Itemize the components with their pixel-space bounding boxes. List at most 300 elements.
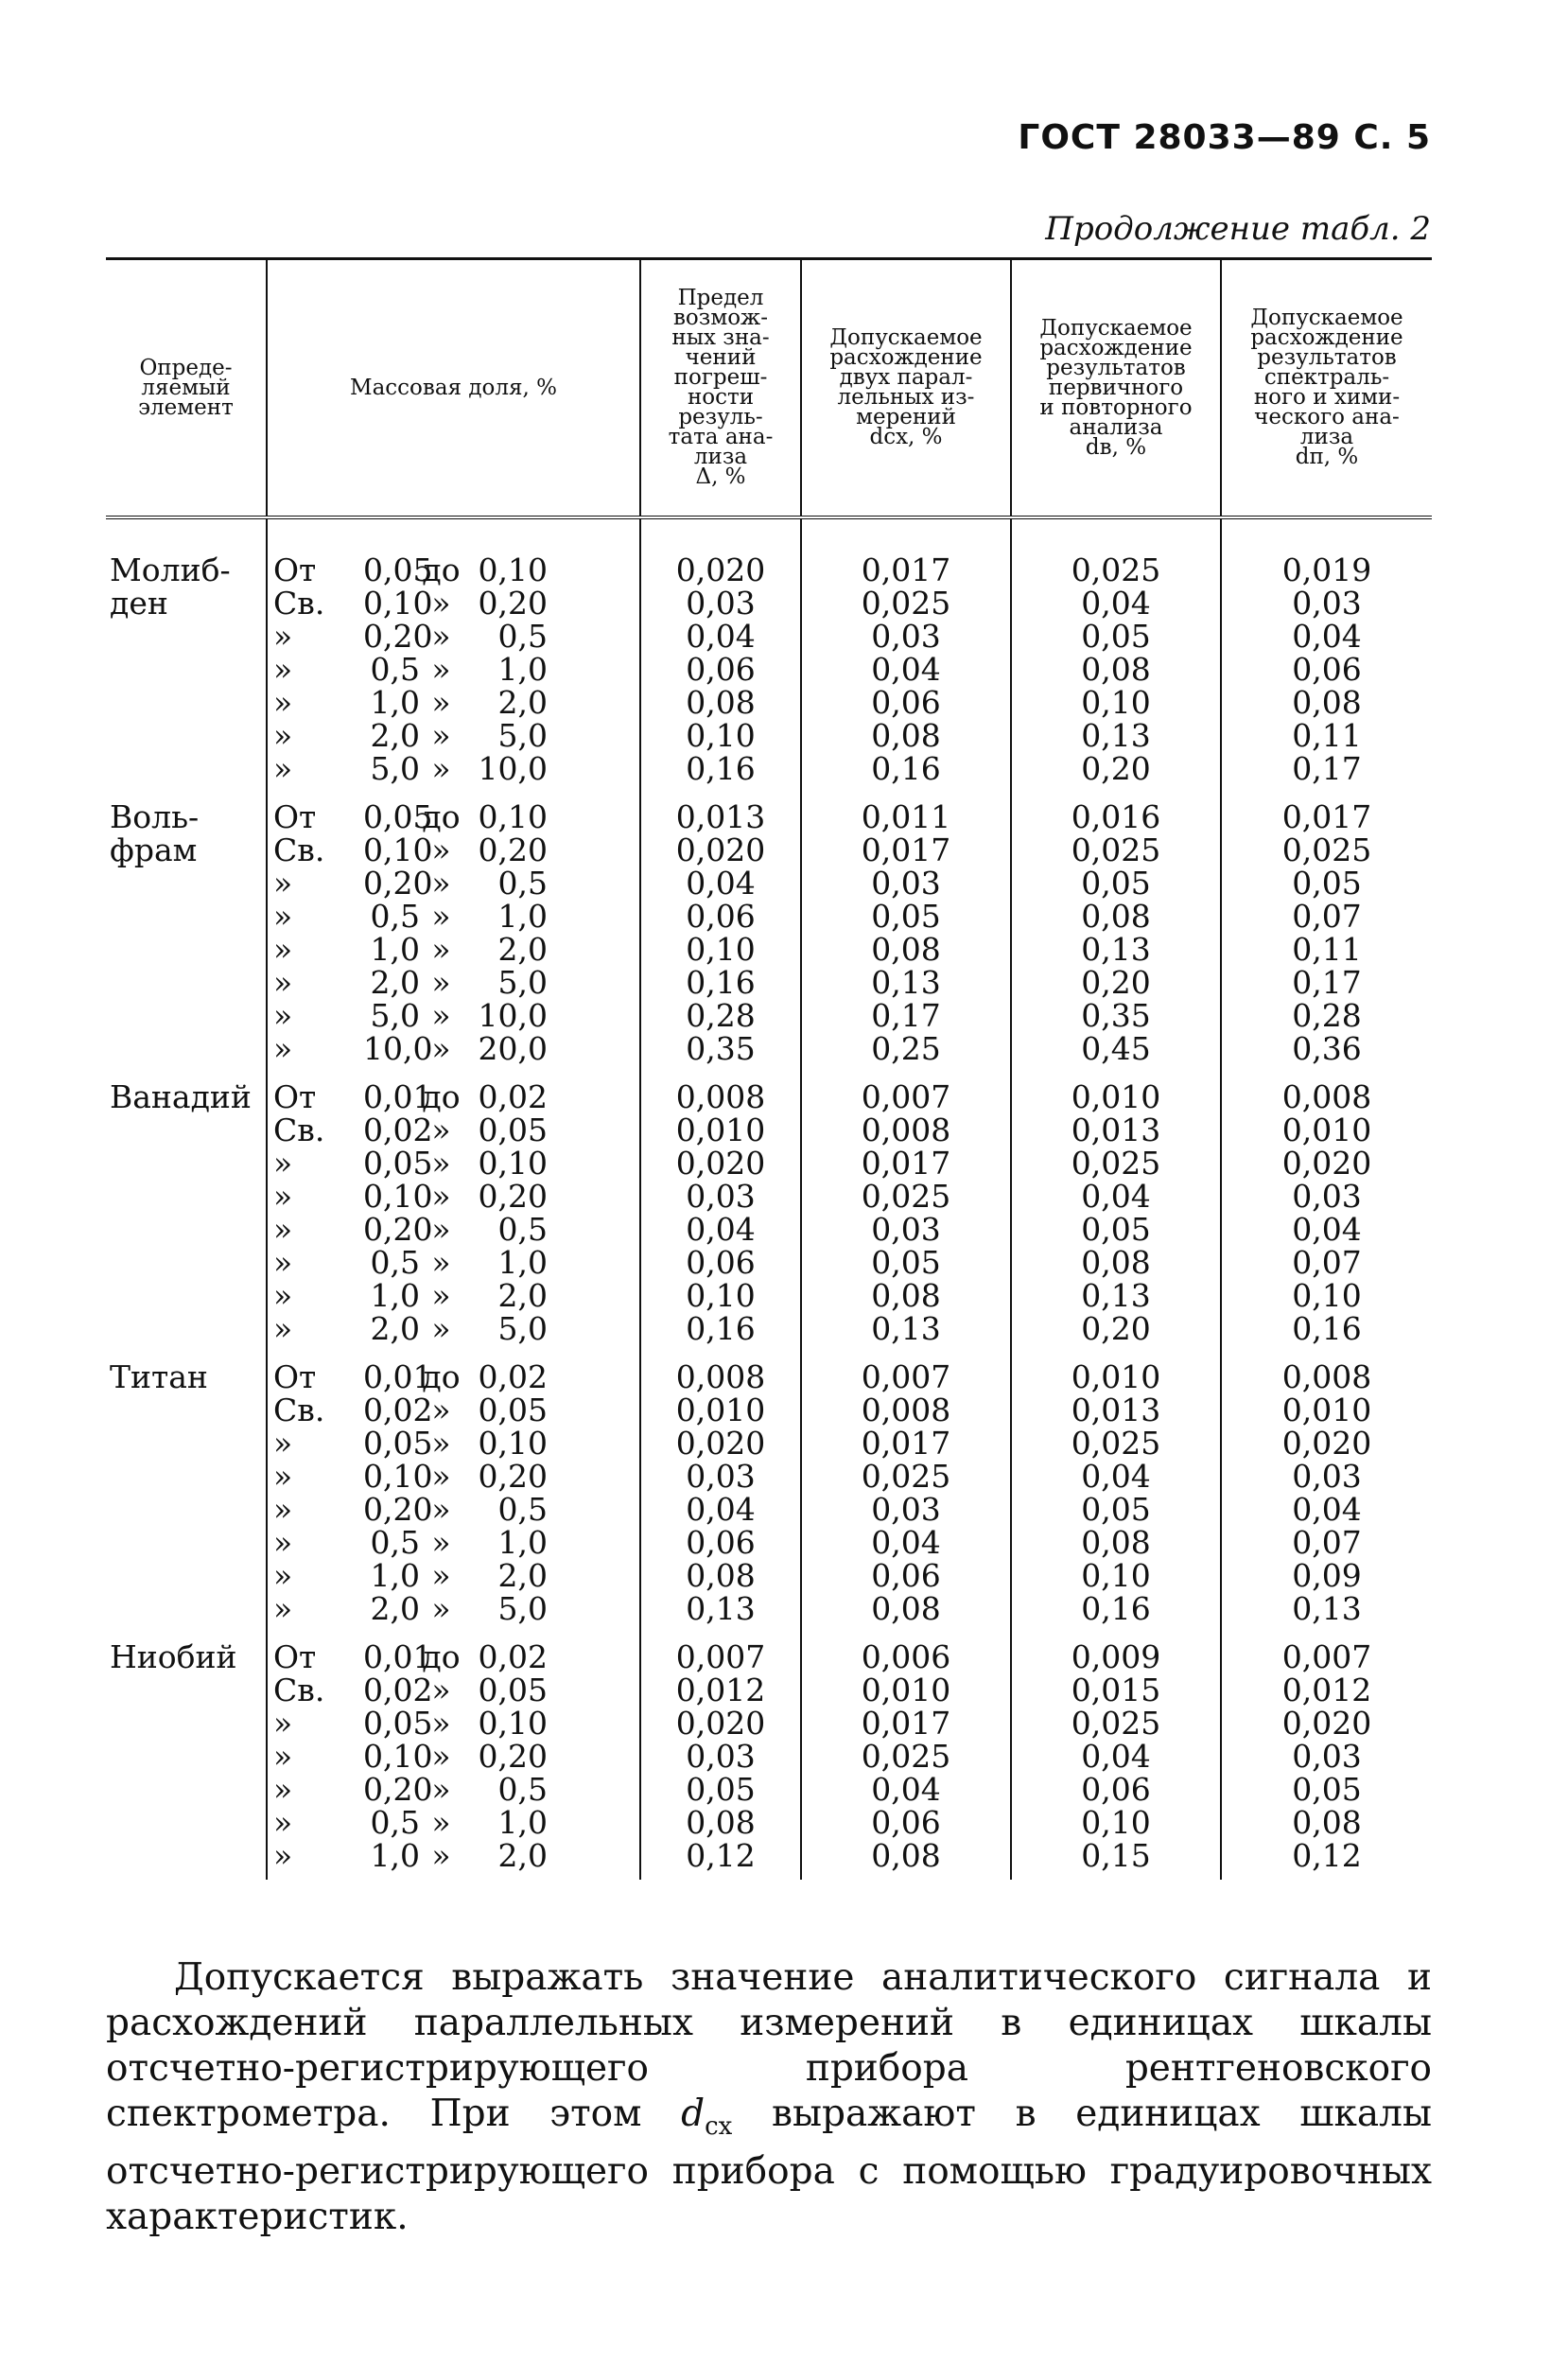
- dsx-value: 0,010: [861, 1672, 951, 1708]
- error-limit: 0,16: [686, 964, 756, 1001]
- element-group-row: [106, 793, 1432, 1073]
- dv-value: 0,013: [1071, 1392, 1161, 1428]
- dsx-value: 0,05: [871, 1244, 941, 1281]
- dsx-value: 0,025: [861, 1458, 951, 1495]
- range-sep: »: [431, 832, 451, 868]
- mass-fraction-range: [273, 1806, 634, 1839]
- range-prefix: От: [273, 1078, 317, 1115]
- dv-value: 0,025: [1071, 1145, 1161, 1182]
- dp-value: 0,07: [1292, 898, 1362, 935]
- dsx-value-cell: [801, 1073, 1011, 1353]
- dp-value: 0,05: [1292, 865, 1362, 902]
- error-limit: 0,010: [675, 1392, 766, 1428]
- dv-value: 0,13: [1081, 1277, 1151, 1314]
- dsx-value: 0,017: [861, 1145, 951, 1182]
- range-prefix: »: [273, 1145, 293, 1182]
- range-sep: »: [431, 1030, 451, 1067]
- error-limit-cell: [640, 1633, 801, 1880]
- dp-value: 0,11: [1292, 931, 1362, 968]
- range-prefix: »: [273, 964, 293, 1001]
- range-to: 0,5: [497, 1211, 548, 1248]
- dsx-value: 0,03: [871, 1211, 941, 1248]
- table-body: [106, 517, 1432, 1880]
- dp-value: 0,11: [1292, 717, 1362, 754]
- range-sep: »: [431, 1425, 451, 1462]
- dp-value: 0,008: [1281, 1358, 1372, 1395]
- mass-fraction-range: [273, 1312, 634, 1345]
- dp-value: 0,04: [1292, 1491, 1362, 1528]
- range-prefix: »: [273, 750, 293, 787]
- range-prefix: Св.: [273, 832, 325, 868]
- range-to: 0,10: [478, 798, 548, 835]
- range-to: 0,10: [478, 1705, 548, 1742]
- dv-value: 0,08: [1081, 1244, 1151, 1281]
- range-from: 0,05: [363, 1705, 433, 1742]
- range-prefix: »: [273, 684, 293, 721]
- error-limit: 0,04: [686, 1491, 756, 1528]
- dsx-value: 0,011: [861, 798, 951, 835]
- range-prefix: Св.: [273, 1672, 325, 1708]
- range-prefix: »: [273, 618, 293, 655]
- element-group-row: [106, 1633, 1432, 1880]
- range-from: 0,10: [363, 1458, 433, 1495]
- header-line: Допускаемое: [829, 325, 983, 350]
- range-prefix: »: [273, 1458, 293, 1495]
- dv-value: 0,20: [1081, 964, 1151, 1001]
- error-limit: 0,020: [675, 1425, 766, 1462]
- range-prefix: »: [273, 1771, 293, 1808]
- dv-value: 0,13: [1081, 717, 1151, 754]
- range-sep: »: [431, 1112, 451, 1148]
- range-to: 0,20: [478, 1738, 548, 1775]
- range-from: 5,0: [370, 750, 420, 787]
- mass-fraction-range: [273, 800, 634, 833]
- mass-fraction-range: [273, 1773, 634, 1806]
- dsx-value: 0,06: [871, 684, 941, 721]
- dsx-value: 0,06: [871, 1804, 941, 1841]
- range-prefix: »: [273, 1277, 293, 1314]
- error-limit: 0,020: [675, 1705, 766, 1742]
- range-from: 1,0: [370, 1557, 420, 1594]
- range-to: 0,20: [478, 1178, 548, 1215]
- mass-fraction-range: [273, 1559, 634, 1592]
- header-error-limit: [640, 259, 801, 518]
- range-from: 0,02: [363, 1112, 433, 1148]
- mass-fraction-range: [273, 900, 634, 933]
- header-line: мерений: [856, 405, 956, 429]
- range-from: 0,20: [363, 865, 433, 902]
- dp-value: 0,08: [1292, 684, 1362, 721]
- dp-value: 0,28: [1292, 997, 1362, 1034]
- error-limit: 0,13: [686, 1590, 756, 1627]
- dv-value: 0,08: [1081, 1524, 1151, 1561]
- dv-value: 0,10: [1081, 1804, 1151, 1841]
- range-from: 0,20: [363, 1211, 433, 1248]
- element-name: Молиб-: [110, 552, 231, 588]
- error-limit: 0,16: [686, 1310, 756, 1347]
- error-limit: 0,06: [686, 1524, 756, 1561]
- header-line: первичного: [1048, 375, 1184, 400]
- range-sep: »: [431, 1392, 451, 1428]
- range-sep: »: [431, 651, 451, 688]
- range-sep: »: [431, 618, 451, 655]
- range-to: 1,0: [497, 898, 548, 935]
- dp-value: 0,020: [1281, 1425, 1372, 1462]
- dp-value: 0,13: [1292, 1590, 1362, 1627]
- range-prefix: »: [273, 1178, 293, 1215]
- dv-value: 0,04: [1081, 585, 1151, 622]
- header-line: ческого ана-: [1254, 405, 1400, 429]
- error-limit: 0,03: [686, 1738, 756, 1775]
- dp-value-cell: [1221, 793, 1432, 1073]
- error-limit: 0,04: [686, 865, 756, 902]
- range-from: 2,0: [370, 964, 420, 1001]
- dv-value: 0,013: [1071, 1112, 1161, 1148]
- header-line: Предел: [677, 286, 764, 310]
- dsx-value: 0,04: [871, 1771, 941, 1808]
- dp-value-cell: [1221, 1353, 1432, 1633]
- dp-value: 0,025: [1281, 832, 1372, 868]
- range-from: 0,02: [363, 1392, 433, 1428]
- range-from: 0,20: [363, 1771, 433, 1808]
- mass-fraction-cell: [267, 517, 640, 793]
- dsx-value: 0,08: [871, 1837, 941, 1874]
- dsx-value: 0,017: [861, 552, 951, 588]
- range-sep: »: [431, 1738, 451, 1775]
- dsx-value: 0,05: [871, 898, 941, 935]
- dsx-value: 0,13: [871, 1310, 941, 1347]
- range-to: 1,0: [497, 1804, 548, 1841]
- header-line: расхождение: [1250, 325, 1403, 350]
- dv-value: 0,025: [1071, 552, 1161, 588]
- mass-fraction-range: [273, 1640, 634, 1673]
- mass-fraction-range: [273, 1839, 634, 1872]
- dv-value: 0,016: [1071, 798, 1161, 835]
- mass-fraction-range: [273, 999, 634, 1032]
- error-limit: 0,020: [675, 1145, 766, 1182]
- range-sep: »: [431, 684, 451, 721]
- dp-value: 0,04: [1292, 1211, 1362, 1248]
- dsx-value-cell: [801, 1353, 1011, 1633]
- mass-fraction-range: [273, 833, 634, 867]
- error-limit: 0,04: [686, 618, 756, 655]
- header-line: ности: [687, 385, 755, 410]
- dsx-value: 0,025: [861, 1738, 951, 1775]
- range-prefix: »: [273, 1738, 293, 1775]
- range-from: 1,0: [370, 1277, 420, 1314]
- header-dv: [1011, 259, 1221, 518]
- dp-value: 0,017: [1281, 798, 1372, 835]
- header-line: погреш-: [673, 365, 768, 390]
- footer-paragraph: [106, 1955, 1432, 2240]
- range-prefix: »: [273, 1310, 293, 1347]
- error-limit: 0,10: [686, 1277, 756, 1314]
- dsx-value: 0,08: [871, 931, 941, 968]
- dv-value: 0,13: [1081, 931, 1151, 968]
- range-sep: »: [431, 1590, 451, 1627]
- range-sep: до: [422, 1358, 461, 1395]
- mass-fraction-range: [273, 1592, 634, 1625]
- error-limit: 0,16: [686, 750, 756, 787]
- dp-value: 0,07: [1292, 1524, 1362, 1561]
- error-limit: 0,05: [686, 1771, 756, 1808]
- range-sep: »: [431, 1672, 451, 1708]
- dsx-value: 0,017: [861, 1705, 951, 1742]
- range-to: 0,5: [497, 618, 548, 655]
- element-name: Титан: [110, 1358, 208, 1395]
- range-sep: »: [431, 717, 451, 754]
- dv-value: 0,45: [1081, 1030, 1151, 1067]
- error-limit: 0,03: [686, 1458, 756, 1495]
- dv-value: 0,06: [1081, 1771, 1151, 1808]
- element-name: фрам: [110, 832, 198, 868]
- header-line: расхождение: [829, 345, 983, 370]
- range-from: 0,02: [363, 1672, 433, 1708]
- range-to: 2,0: [497, 1557, 548, 1594]
- header-line: Δ, %: [695, 464, 746, 489]
- dv-value: 0,025: [1071, 832, 1161, 868]
- header-dsx: [801, 259, 1011, 518]
- mass-fraction-range: [273, 1032, 634, 1065]
- element-name: Воль-: [110, 798, 200, 835]
- header-line: и повторного: [1039, 394, 1193, 420]
- error-limit: 0,35: [686, 1030, 756, 1067]
- range-to: 0,20: [478, 832, 548, 868]
- range-prefix: От: [273, 552, 317, 588]
- error-limit: 0,008: [675, 1078, 766, 1115]
- element-name-cell: [106, 1633, 267, 1880]
- error-limit: 0,06: [686, 651, 756, 688]
- dv-value: 0,05: [1081, 618, 1151, 655]
- mass-fraction-range: [273, 1080, 634, 1113]
- range-prefix: »: [273, 1211, 293, 1248]
- range-prefix: »: [273, 1244, 293, 1281]
- dp-value: 0,05: [1292, 1771, 1362, 1808]
- range-to: 2,0: [497, 1837, 548, 1874]
- error-limit-cell: [640, 1353, 801, 1633]
- dv-value-cell: [1011, 517, 1221, 793]
- header-line: резуль-: [678, 405, 763, 429]
- dp-value: 0,06: [1292, 651, 1362, 688]
- range-from: 1,0: [370, 1837, 420, 1874]
- dp-value: 0,03: [1292, 1458, 1362, 1495]
- dsx-value: 0,017: [861, 1425, 951, 1462]
- range-to: 0,5: [497, 1491, 548, 1528]
- dp-value: 0,16: [1292, 1310, 1362, 1347]
- element-name-cell: [106, 517, 267, 793]
- range-to: 10,0: [478, 750, 548, 787]
- dp-value: 0,020: [1281, 1705, 1372, 1742]
- range-prefix: От: [273, 798, 317, 835]
- dsx-value-cell: [801, 793, 1011, 1073]
- range-from: 0,20: [363, 618, 433, 655]
- range-from: 10,0: [363, 1030, 433, 1067]
- dp-value: 0,012: [1281, 1672, 1372, 1708]
- range-to: 0,05: [478, 1672, 548, 1708]
- dp-value: 0,36: [1292, 1030, 1362, 1067]
- error-limit: 0,020: [675, 552, 766, 588]
- dsx-value: 0,04: [871, 651, 941, 688]
- dp-value: 0,03: [1292, 585, 1362, 622]
- range-prefix: От: [273, 1358, 317, 1395]
- dv-value: 0,04: [1081, 1738, 1151, 1775]
- range-to: 0,20: [478, 1458, 548, 1495]
- range-prefix: Св.: [273, 585, 325, 622]
- range-from: 0,5: [370, 1244, 420, 1281]
- dv-value: 0,010: [1071, 1358, 1161, 1395]
- error-limit: 0,08: [686, 1804, 756, 1841]
- dsx-value: 0,006: [861, 1638, 951, 1675]
- mass-fraction-range: [273, 1740, 634, 1773]
- range-prefix: »: [273, 1425, 293, 1462]
- range-sep: »: [431, 1804, 451, 1841]
- dsx-value: 0,13: [871, 964, 941, 1001]
- dsx-value: 0,03: [871, 618, 941, 655]
- range-sep: до: [422, 1078, 461, 1115]
- dp-value: 0,07: [1292, 1244, 1362, 1281]
- range-from: 0,05: [363, 798, 433, 835]
- range-from: 0,01: [363, 1078, 433, 1115]
- mass-fraction-range: [273, 1707, 634, 1740]
- mass-fraction-cell: [267, 1633, 640, 1880]
- error-limit: 0,10: [686, 717, 756, 754]
- header-line: ного и хими-: [1253, 385, 1401, 410]
- header-line: тата ана-: [668, 425, 774, 449]
- range-to: 0,10: [478, 552, 548, 588]
- element-name: Ванадий: [110, 1078, 252, 1115]
- mass-fraction-range: [273, 1427, 634, 1460]
- range-sep: »: [431, 1310, 451, 1347]
- mass-fraction-cell: [267, 1073, 640, 1353]
- header-line: dп, %: [1295, 445, 1359, 469]
- error-limit: 0,28: [686, 997, 756, 1034]
- range-to: 0,10: [478, 1425, 548, 1462]
- range-to: 0,02: [478, 1638, 548, 1675]
- dv-value: 0,10: [1081, 1557, 1151, 1594]
- header-line: чений: [685, 345, 757, 370]
- dv-value: 0,16: [1081, 1590, 1151, 1627]
- range-prefix: Св.: [273, 1392, 325, 1428]
- dp-value: 0,17: [1292, 964, 1362, 1001]
- dp-value-cell: [1221, 1633, 1432, 1880]
- dp-value: 0,010: [1281, 1392, 1372, 1428]
- dv-value: 0,04: [1081, 1458, 1151, 1495]
- header-line: двух парал-: [839, 365, 973, 390]
- mass-fraction-range: [273, 752, 634, 785]
- error-limit: 0,04: [686, 1211, 756, 1248]
- header-mass-fraction: [267, 259, 640, 518]
- range-from: 0,05: [363, 552, 433, 588]
- range-prefix: »: [273, 1837, 293, 1874]
- range-prefix: Св.: [273, 1112, 325, 1148]
- dsx-value: 0,008: [861, 1112, 951, 1148]
- range-from: 0,05: [363, 1425, 433, 1462]
- header-line: анализа: [1069, 414, 1163, 440]
- dp-value: 0,03: [1292, 1178, 1362, 1215]
- error-limit: 0,010: [675, 1112, 766, 1148]
- range-sep: »: [431, 1557, 451, 1594]
- range-sep: »: [431, 1524, 451, 1561]
- range-to: 0,02: [478, 1078, 548, 1115]
- error-limit: 0,007: [675, 1638, 766, 1675]
- error-limit: 0,020: [675, 832, 766, 868]
- mass-fraction-range: [273, 587, 634, 620]
- error-limit-cell: [640, 1073, 801, 1353]
- dsx-symbol: d: [681, 2093, 706, 2135]
- element-name-cell: [106, 793, 267, 1073]
- range-sep: »: [431, 865, 451, 902]
- dp-value: 0,03: [1292, 1738, 1362, 1775]
- header-line: возмож-: [672, 306, 768, 330]
- header-line: ляемый: [141, 375, 231, 400]
- dv-value: 0,015: [1071, 1672, 1161, 1708]
- dp-value: 0,008: [1281, 1078, 1372, 1115]
- range-sep: »: [431, 1178, 451, 1215]
- error-limit: 0,06: [686, 1244, 756, 1281]
- mass-fraction-range: [273, 1180, 634, 1213]
- range-from: 0,5: [370, 1524, 420, 1561]
- range-sep: »: [431, 1458, 451, 1495]
- error-limit: 0,008: [675, 1358, 766, 1395]
- range-sep: »: [431, 1211, 451, 1248]
- element-group-row: [106, 517, 1432, 793]
- header-line: лиза: [1299, 425, 1354, 449]
- range-sep: »: [431, 585, 451, 622]
- footer-text-after: выражают в единицах шкалы отсчетно-регистрирующего прибора с помощью градуировочных характеристик.: [106, 2093, 1432, 2238]
- range-to: 1,0: [497, 1244, 548, 1281]
- range-from: 0,01: [363, 1638, 433, 1675]
- mass-fraction-cell: [267, 1353, 640, 1633]
- range-from: 1,0: [370, 931, 420, 968]
- range-to: 5,0: [497, 1590, 548, 1627]
- dsx-value: 0,08: [871, 717, 941, 754]
- dv-value-cell: [1011, 1073, 1221, 1353]
- range-prefix: От: [273, 1638, 317, 1675]
- error-limit-cell: [640, 517, 801, 793]
- header-line: расхождение: [1039, 335, 1193, 360]
- header-line: Массовая доля, %: [350, 375, 557, 400]
- range-to: 5,0: [497, 717, 548, 754]
- range-sep: »: [431, 750, 451, 787]
- mass-fraction-range: [273, 653, 634, 686]
- range-from: 0,20: [363, 1491, 433, 1528]
- dp-value: 0,007: [1281, 1638, 1372, 1675]
- range-from: 0,5: [370, 898, 420, 935]
- dv-value: 0,20: [1081, 750, 1151, 787]
- mass-fraction-range: [273, 1113, 634, 1147]
- range-to: 0,5: [497, 865, 548, 902]
- mass-fraction-range: [273, 1393, 634, 1427]
- dv-value: 0,08: [1081, 651, 1151, 688]
- header-dp: [1221, 259, 1432, 518]
- range-sep: »: [431, 1244, 451, 1281]
- range-sep: »: [431, 1705, 451, 1742]
- dv-value-cell: [1011, 1633, 1221, 1880]
- dsx-value: 0,04: [871, 1524, 941, 1561]
- range-sep: до: [422, 1638, 461, 1675]
- mass-fraction-range: [273, 1246, 634, 1279]
- dsx-value: 0,17: [871, 997, 941, 1034]
- mass-fraction-range: [273, 1526, 634, 1559]
- mass-fraction-range: [273, 1213, 634, 1246]
- mass-fraction-range: [273, 719, 634, 752]
- range-to: 2,0: [497, 931, 548, 968]
- element-group-row: [106, 1073, 1432, 1353]
- error-limit: 0,08: [686, 1557, 756, 1594]
- dv-value: 0,05: [1081, 1211, 1151, 1248]
- table-header-row: [106, 259, 1432, 518]
- range-sep: »: [431, 1491, 451, 1528]
